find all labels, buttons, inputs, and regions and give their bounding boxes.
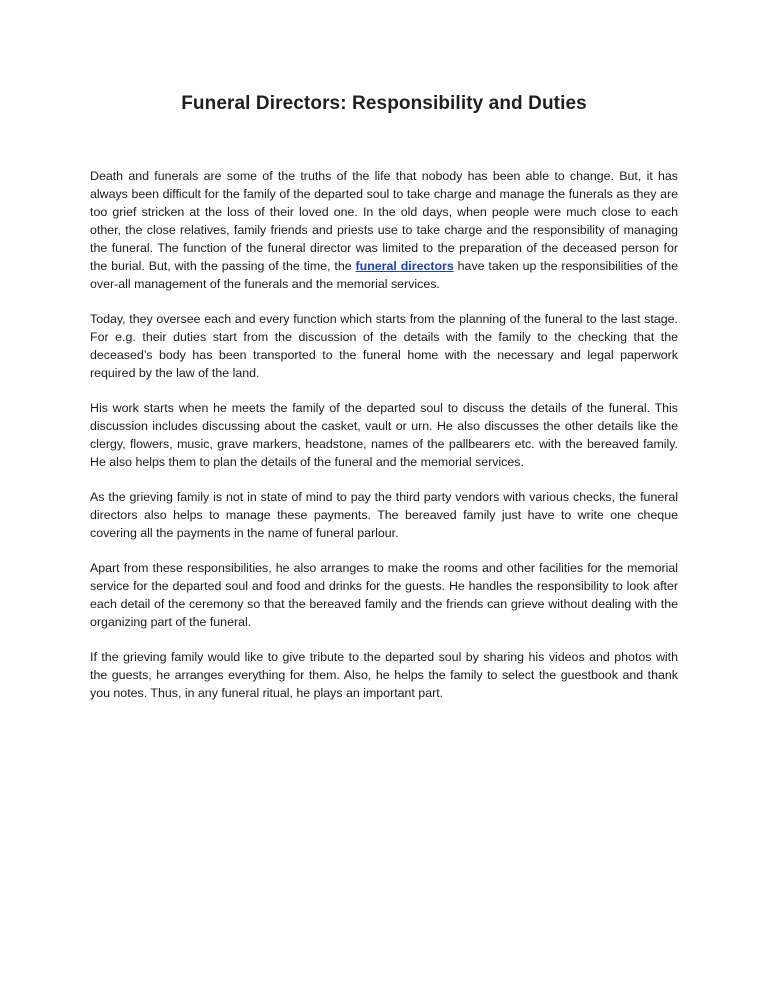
paragraph-3: His work starts when he meets the family of the departed soul to discuss the details of the funeral. This discussion includes discussing about the casket, vault or urn. He also discusses the other details like the clergy, flowers, music, grave markers, headstone, names of the pallbearers etc. with the bereaved family. He also helps them to plan the details of the funeral and the memorial services.: [90, 401, 678, 469]
paragraph-2: Today, they oversee each and every function which starts from the planning of the funeral to the last stage. For e.g. their duties start from the discussion of the details with the family to the checking that the deceased’s body has been transported to the funeral home with the necessary and legal paperwork required by the law of the land.: [90, 312, 678, 380]
paragraph-1-text-after: have taken up the responsibilities of the over-all management of the funerals and the memorial services.: [90, 259, 679, 291]
paragraph-5: Apart from these responsibilities, he also arranges to make the rooms and other facilities for the memorial service for the departed soul and food and drinks for the guests. He handles the responsibility to look after each detail of the ceremony so that the bereaved family and the friends can grieve without dealing with the organizing part of the funeral.: [90, 561, 678, 629]
paragraph-4: As the grieving family is not in state of mind to pay the third party vendors with various checks, the funeral directors also helps to manage these payments. The bereaved family just have to write one cheque covering all the payments in the name of funeral parlour.: [90, 490, 678, 540]
paragraph-1-text-before: Death and funerals are some of the truths of the life that nobody has been able to change. But, it has always been difficult for the family of the departed soul to take charge and manage the funerals as they are too grief stricken at the loss of their loved one. In the old days, when people were much close to each other, the close relatives, family friends and priests use to take charge and the responsibility of managing the funeral. The function of the funeral director was limited to the preparation of the deceased person for the burial. But, with the passing of the time, the: [90, 169, 678, 273]
paragraph-1: [90, 167, 678, 293]
funeral-directors-link[interactable]: funeral directors: [355, 259, 454, 273]
paragraph-6: If the grieving family would like to give tribute to the departed soul by sharing his videos and photos with the guests, he arranges everything for them. Also, he helps the family to select the guestbook and thank you notes. Thus, in any funeral ritual, he plays an important part.: [90, 650, 678, 700]
document-title: Funeral Directors: Responsibility and Duties: [181, 93, 587, 114]
document-body: [90, 167, 678, 719]
